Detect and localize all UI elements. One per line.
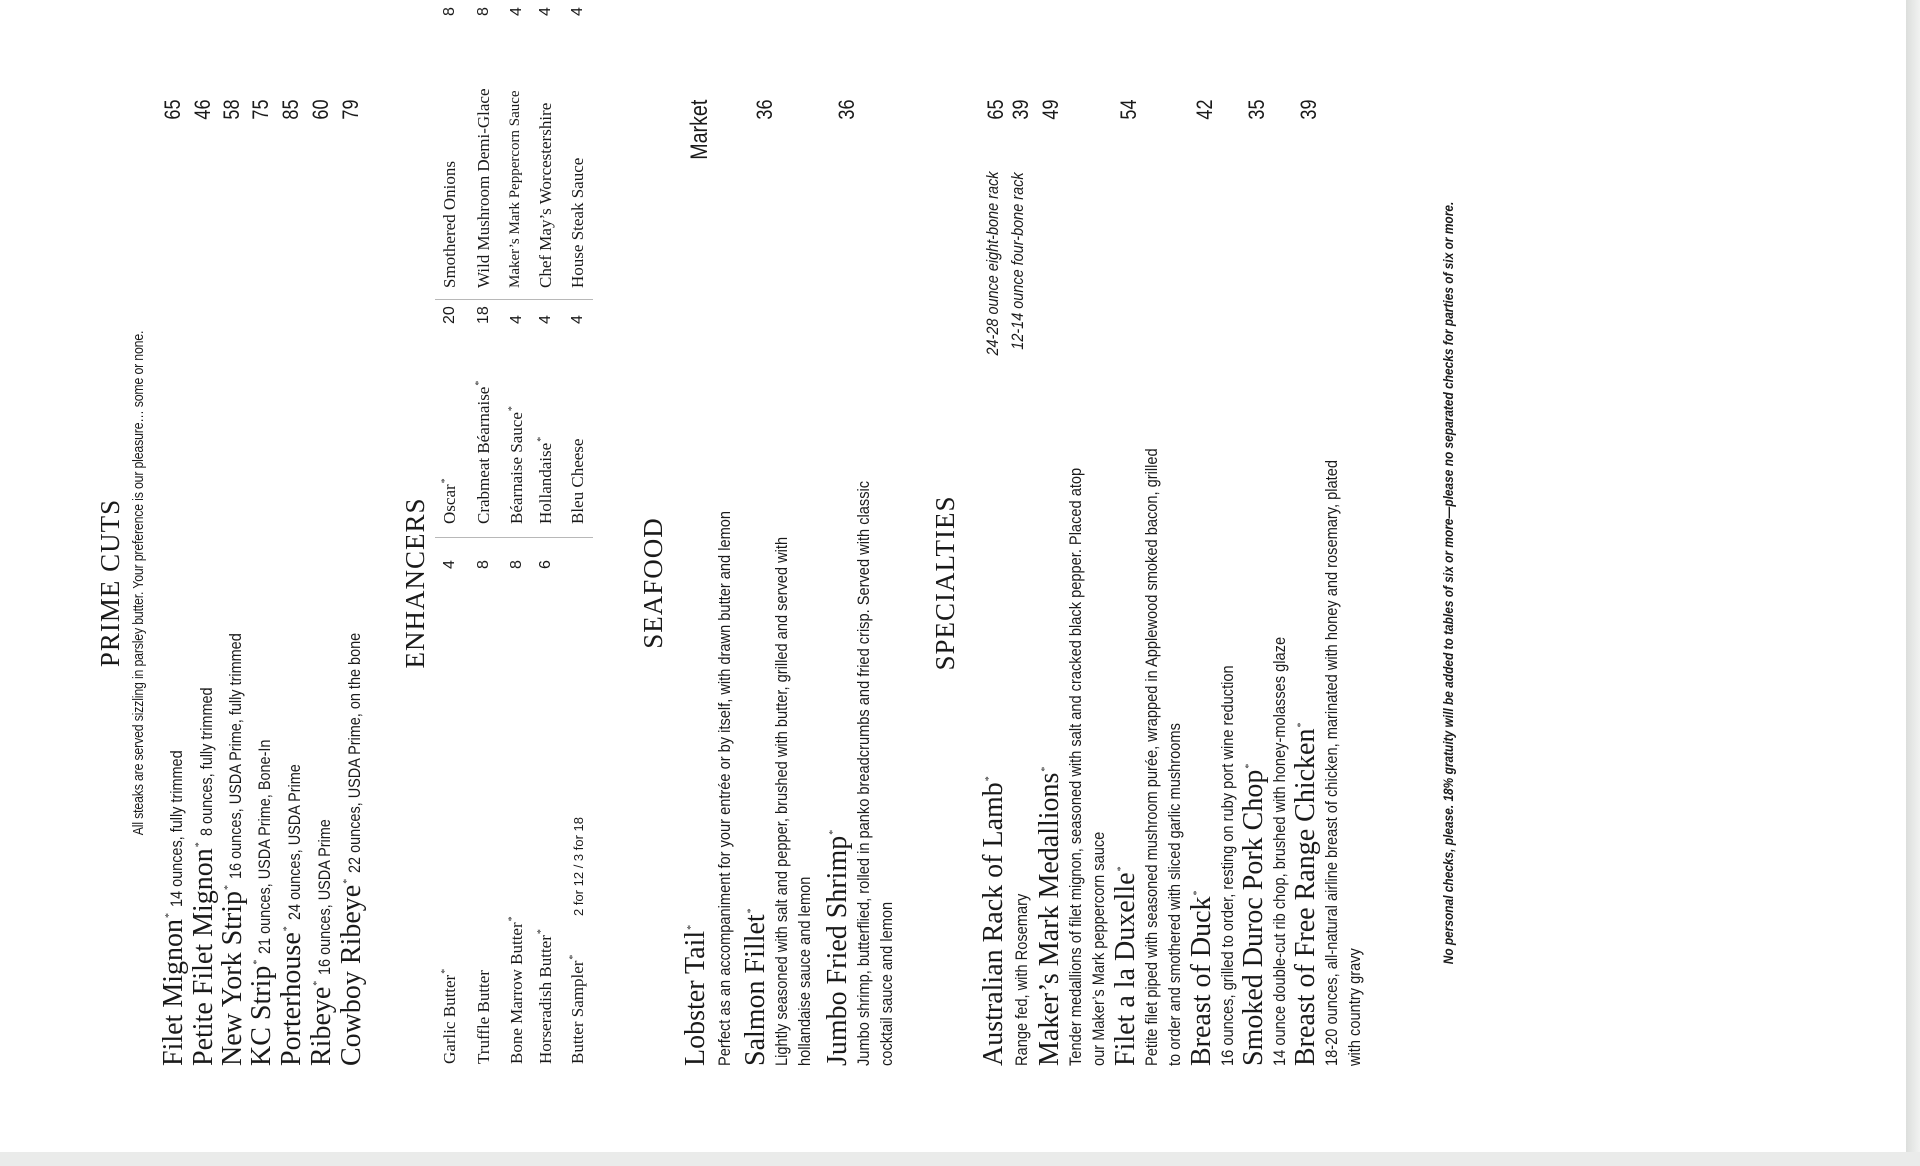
dish-price: 65 [983, 100, 1008, 121]
menu-item: Filet Mignon*14 ounces, fully trimmed 65 [158, 100, 189, 1066]
enhancer-item: Bone Marrow Butter* 8 [507, 560, 526, 1064]
menu-item: KC Strip*21 ounces, USDA Prime, Bone-In 75 [246, 100, 277, 1066]
dish-price: 36 [834, 100, 859, 121]
dish-description: 16 ounces, grilled to order, resting on ruby port wine reduction [1218, 665, 1237, 1066]
specialties-title: SPECIALTIES [930, 495, 960, 671]
dish-price: Market [686, 100, 713, 161]
item-price: 75 [248, 100, 273, 121]
dish-name: Breast of Free Range Chicken* [1290, 722, 1321, 1066]
enhancers-title: ENHANCERS [400, 497, 430, 669]
dish-variant: 12-14 ounce four-bone rack [1008, 172, 1027, 350]
enhancer-item: Horseradish Butter* 6 [536, 560, 555, 1064]
item-price: 60 [308, 100, 333, 121]
enhancer-item: Chef May’s Worcestershire 4 [536, 7, 555, 288]
enhancers-divider [435, 299, 593, 300]
dish-price: 36 [752, 100, 777, 121]
enhancer-item: Oscar* 20 [440, 306, 459, 524]
page-edge [1906, 0, 1920, 1166]
dish-description: Perfect as an accompaniment for your entrée or by itself, with drawn butter and lemon [715, 510, 734, 1066]
item-price: 46 [190, 100, 215, 121]
dish-name: Breast of Duck* [1186, 890, 1217, 1066]
dish-name: Salmon Fillet* [740, 908, 771, 1066]
enhancer-item: Garlic Butter* 4 [440, 560, 459, 1064]
enhancer-item: Butter Sampler* 2 for 12 / 3 for 18 [568, 816, 587, 1064]
enhancer-item: Wild Mushroom Demi-Glace 8 [474, 7, 493, 288]
seafood-title: SEAFOOD [638, 517, 668, 649]
prime-cuts-title: PRIME CUTS [95, 498, 125, 668]
dish-price: 35 [1244, 100, 1269, 121]
footer-note: No personal checks, please. 18% gratuity will be added to tables of six or more—please no separated checks for parties of six or more. [1440, 201, 1456, 965]
dish-description: Tender medallions of filet mignon, seasoned with salt and cracked black pepper. Placed atop our Maker’s Mark peppercorn sauce [1066, 467, 1108, 1066]
dish-name: Lobster Tail* [680, 924, 711, 1066]
dish-name: Maker’s Mark Medallions* [1034, 766, 1065, 1066]
enhancer-item: Crabmeat Béarnaise* 18 [474, 306, 493, 524]
dish-description: 18-20 ounces, all-natural airline breast of chicken, marinated with honey and rosemary, plated with country gravy [1322, 460, 1364, 1066]
dish-name: Jumbo Fried Shrimp* [822, 829, 853, 1066]
enhancer-item: Truffle Butter 8 [474, 560, 493, 1064]
enhancer-item: Béarnaise Sauce* 4 [507, 315, 526, 524]
menu-item: New York Strip*16 ounces, USDA Prime, fully trimmed 58 [217, 100, 248, 1066]
item-price: 85 [278, 100, 303, 121]
dish-price: 39 [1008, 100, 1033, 121]
dish-name: Australian Rack of Lamb* [978, 776, 1009, 1066]
enhancer-item: House Steak Sauce 4 [568, 7, 587, 288]
enhancer-item: Smothered Onions 8 [440, 7, 459, 288]
enhancer-item: Maker’s Mark Peppercorn Sauce 4 [507, 7, 525, 288]
menu-item: Ribeye*16 ounces, USDA Prime 60 [306, 100, 337, 1066]
prime-cuts-note: All steaks are served sizzling in parsley butter. Your preference is our pleasure… some or none. [130, 330, 147, 836]
enhancers-divider [435, 537, 593, 538]
enhancer-item: Hollandaise* 4 [536, 315, 555, 524]
menu-item: Petite Filet Mignon*8 ounces, fully trimmed 46 [188, 100, 219, 1066]
item-price: 79 [338, 100, 363, 121]
item-price: 58 [219, 100, 244, 121]
dish-description: Range fed, with Rosemary [1012, 893, 1031, 1066]
menu-item: Porterhouse*24 ounces, USDA Prime 85 [276, 100, 307, 1066]
dish-price: 54 [1116, 100, 1141, 121]
dish-description: Petite filet piped with seasoned mushroom purée, wrapped in Applewood smoked bacon, grilled to order and smothered with sliced garlic mushrooms [1142, 448, 1184, 1066]
menu-item: Cowboy Ribeye*22 ounces, USDA Prime, on the bone 79 [336, 100, 367, 1066]
dish-description: 14 ounce double-cut rib chop, brushed with honey-molasses glaze [1270, 636, 1289, 1066]
dish-name: Smoked Duroc Pork Chop* [1238, 763, 1269, 1066]
dish-variant: 24-28 ounce eight-bone rack [983, 172, 1002, 356]
item-price: 65 [160, 100, 185, 121]
dish-description: Lightly seasoned with salt and pepper, brushed with butter, grilled and served with hollandaise sauce and lemon [772, 536, 814, 1066]
page-bottom-edge [0, 1152, 1920, 1166]
dish-price: 42 [1192, 100, 1217, 121]
dish-price: 49 [1038, 100, 1063, 121]
enhancer-item: Bleu Cheese 4 [568, 315, 587, 524]
dish-description: Jumbo shrimp, butterflied, rolled in panko breadcrumbs and fried crisp. Served with classic cocktail sauce and lemon [854, 480, 896, 1066]
dish-name: Filet a la Duxelle* [1110, 866, 1141, 1066]
dish-price: 39 [1296, 100, 1321, 121]
